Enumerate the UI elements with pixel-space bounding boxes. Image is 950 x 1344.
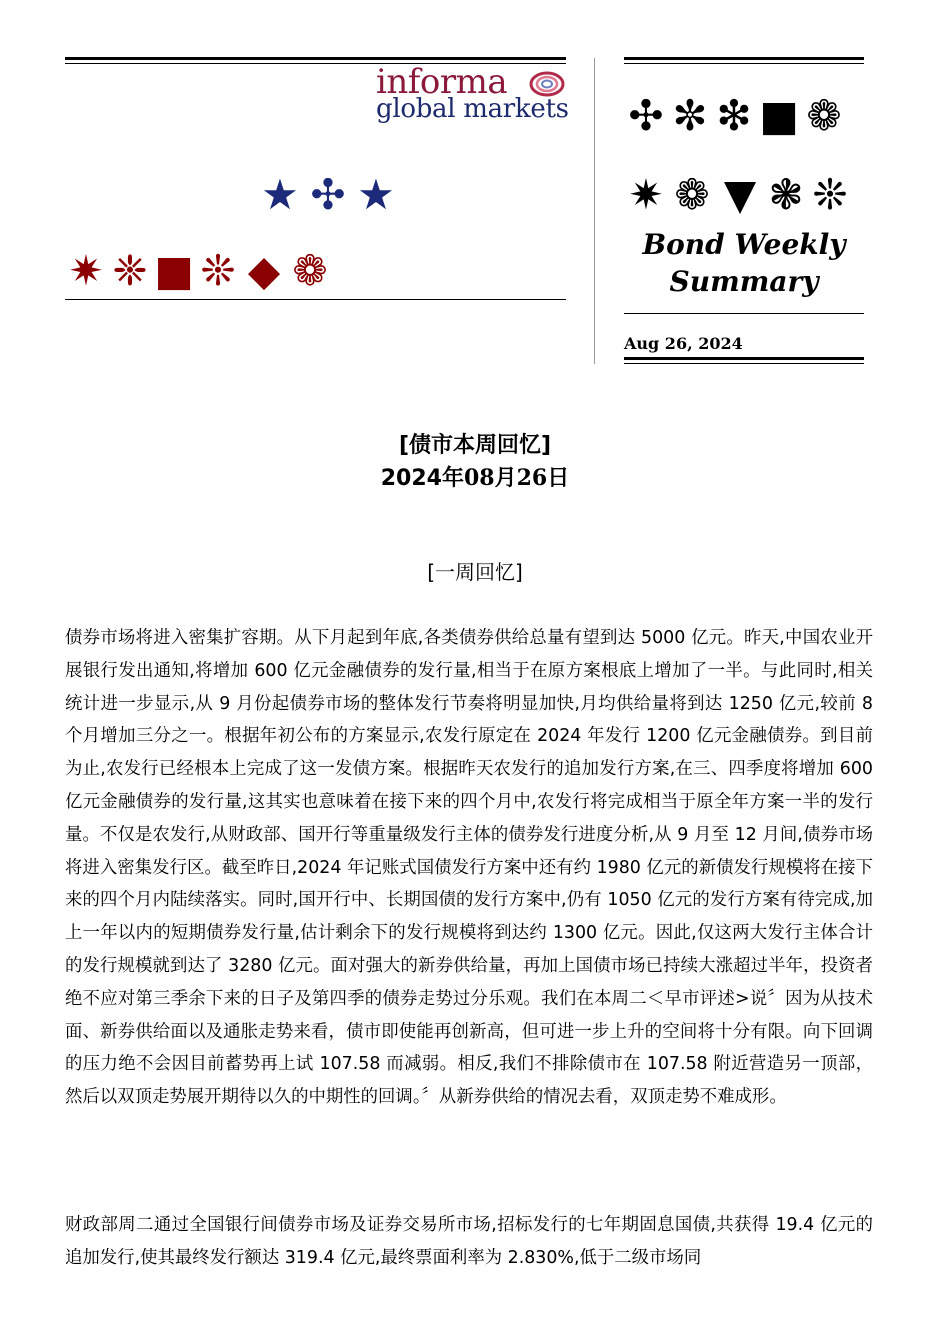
report-date-year: 2024 — [380, 466, 442, 491]
masthead-date: Aug 26, 2024 — [624, 334, 743, 353]
starburst-icon: ✷ — [628, 170, 664, 219]
flower-icon: ❁ — [806, 91, 842, 140]
report-date-month-char: 月 — [494, 466, 517, 491]
report-date-month: 08 — [463, 465, 495, 491]
header-rule-top-left — [65, 57, 566, 60]
decor-row-red — [64, 246, 332, 295]
masthead-title-line-2: Summary — [669, 265, 819, 298]
sparkle-icon: ❈ — [112, 246, 148, 295]
logo-text-secondary: global markets — [376, 94, 569, 124]
cross-flower-icon: ✣ — [628, 91, 664, 140]
body-paragraph-2: 财政部周二通过全国银行间债券市场及证券交易所市场,招标发行的七年期固息国债,共获得 19.4 亿元的追加发行,使其最终发行额达 319.4 亿元,最终票面利率为 2.830%,低于二级市场同 — [65, 1215, 873, 1268]
flower-icon: ❁ — [292, 246, 328, 295]
report-date-day-char: 日 — [547, 466, 570, 491]
section-heading: [一周回忆] — [427, 560, 523, 584]
header-rule-bottom-left — [65, 299, 566, 300]
masthead-rule-bottom — [624, 357, 864, 360]
square-icon: ■ — [154, 246, 194, 295]
report-date-day: 26 — [516, 465, 548, 491]
decor-row-blue — [256, 170, 400, 219]
square-icon: ■ — [759, 91, 799, 140]
body-paragraph-1: 债券市场将进入密集扩容期。从下月起到年底,各类债券供给总量有望到达 5000 亿元。昨天,中国农业开展银行发出通知,将增加 600 亿元金融债券的发行量,相当于在原方案根底上增加了一半。与此同时,相关统计进一步显示,从 9 月份起债券市场的整体发行节奏将明显加快,月均供给量将到达 1250 亿元,较前 8 个月增加三分之一。根据年初公布的方案显示,农发行原定在 2024 年发行 1200 亿元金融债券。到目前为止,农发行已经根本上完成了这一发债方案。根据昨天农发行的追加发行方案,在三、四季度将增加 600 亿元金融债券的发行量,这其实也意味着在接下来的四个月中,农发行将完成相当于原全年方案一半的发行量。不仅是农发行,从财政部、国开行等重量级发行主体的债券发行进度分析,从 9 月至 12 月间,债券市场将进入密集发行区。截至昨日,2024 年记账式国债发行方案中还有约 1980 亿元的新债发行规模将在接下来的四个月内陆续落实。同时,国开行中、长期国债的发行方案中,仍有 1050 亿元的发行方案有待完成,加上一年以内的短期债券发行量,估计剩余下的发行规模将到达约 1300 亿元。因此,仅这两大发行主体合计的发行规模就到达了 3280 亿元。面对强大的新券供给量，再加上国债市场已持续大涨超过半年，投资者绝不应对第三季余下来的日子及第四季的债券走势过分乐观。我们在本周二＜早市评述>说〞因为从技术面、新券供给面以及通胀走势来看，债市即使能再创新高，但可进一步上升的空间将十分有限。向下回调的压力绝不会因目前蓄势再上试 107.58 而减弱。相反,我们不排除债市在 107.58 附近营造另一顶部，然后以双顶走势展开期待以久的中期性的回调。〞从新券供给的情况去看，双顶走势不难成形。 — [65, 628, 873, 1108]
snowflake-icon: ❊ — [812, 170, 848, 219]
masthead-decor-row-2 — [624, 170, 852, 219]
cross-flower-icon: ✣ — [310, 170, 346, 219]
report-date-year-char: 年 — [441, 466, 464, 491]
masthead-title-line-1: Bond Weekly — [642, 228, 846, 261]
star-icon: ★ — [357, 170, 395, 219]
sparkle-icon: ❇ — [716, 91, 752, 140]
report-date — [0, 461, 950, 492]
triangle-down-icon: ▼ — [723, 170, 757, 219]
starburst-icon: ✷ — [68, 246, 104, 295]
propeller-flower-icon: ❃ — [768, 170, 804, 219]
snowflake-icon: ❊ — [200, 246, 236, 295]
masthead-rule-middle — [624, 313, 864, 314]
diamond-icon: ◆ — [247, 246, 281, 295]
company-logo — [376, 64, 576, 130]
masthead-decor-row-1 — [624, 91, 846, 140]
header-divider — [594, 58, 595, 364]
snowflake-icon: ✼ — [672, 91, 708, 140]
star-icon: ★ — [261, 170, 299, 219]
masthead-rule-top — [624, 57, 864, 60]
logo-text-primary: informa — [376, 62, 508, 102]
flower-icon: ❁ — [674, 170, 710, 219]
masthead-title — [624, 226, 864, 300]
report-title: [债市本周回忆] — [398, 433, 552, 458]
